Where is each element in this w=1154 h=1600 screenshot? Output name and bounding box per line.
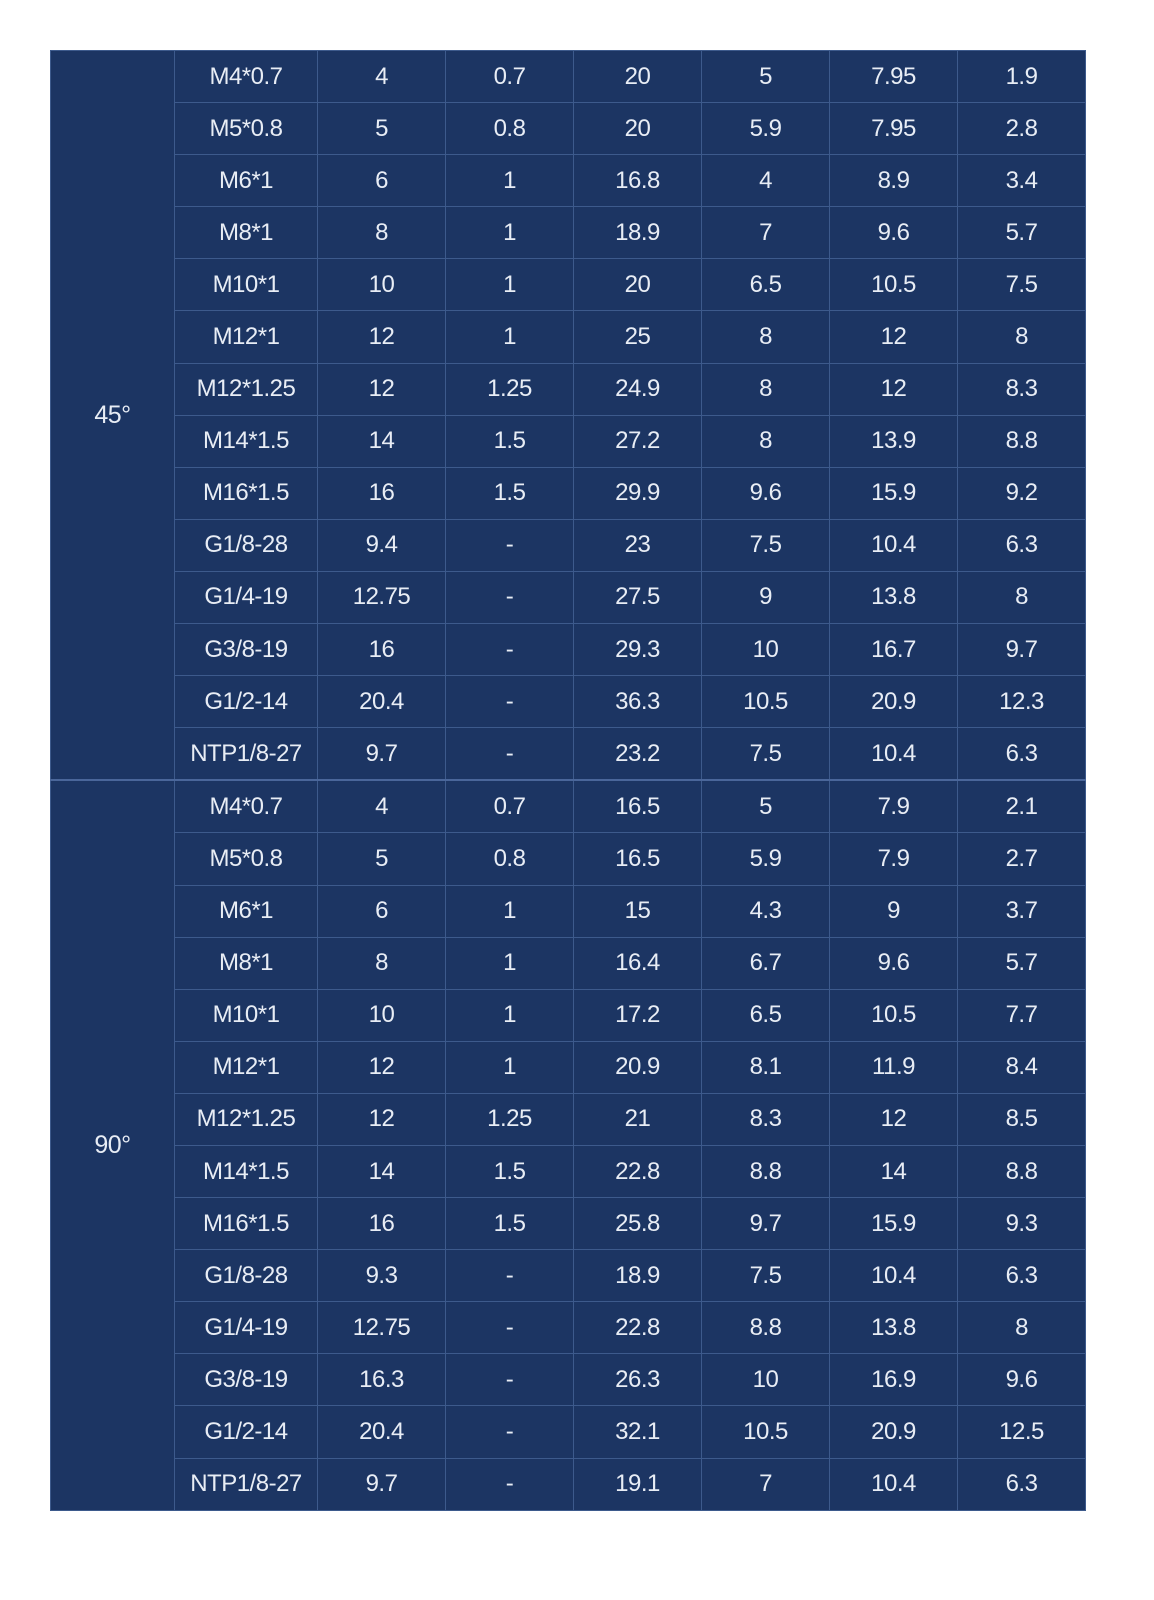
dimension-cell: 9.3 <box>958 1198 1086 1250</box>
dimension-cell: 15.9 <box>830 1198 958 1250</box>
dimension-cell: 11.9 <box>830 1041 958 1093</box>
thread-spec-cell: M12*1 <box>175 1041 318 1093</box>
dimension-cell: 9.6 <box>958 1354 1086 1406</box>
table-row <box>51 311 1086 363</box>
angle-label: 90° <box>51 780 175 1510</box>
table-row <box>51 624 1086 676</box>
dimension-cell: 5 <box>702 780 830 833</box>
dimension-cell: 1 <box>446 155 574 207</box>
dimension-cell: 7.95 <box>830 103 958 155</box>
table-row <box>51 1145 1086 1197</box>
dimension-cell: - <box>446 676 574 728</box>
table-row <box>51 571 1086 623</box>
thread-spec-cell: M4*0.7 <box>175 51 318 103</box>
dimension-cell: 5.7 <box>958 207 1086 259</box>
table-row <box>51 1354 1086 1406</box>
thread-spec-cell: M10*1 <box>175 259 318 311</box>
dimension-cell: 14 <box>318 415 446 467</box>
dimension-cell: 8 <box>958 1302 1086 1354</box>
dimension-cell: 12 <box>318 1041 446 1093</box>
thread-spec-cell: G1/2-14 <box>175 676 318 728</box>
dimension-cell: 1.5 <box>446 415 574 467</box>
dimension-cell: 9.6 <box>830 937 958 989</box>
thread-spec-cell: M6*1 <box>175 885 318 937</box>
table-row <box>51 155 1086 207</box>
dimension-cell: 1.5 <box>446 1198 574 1250</box>
dimension-cell: - <box>446 519 574 571</box>
table-row <box>51 1406 1086 1458</box>
dimension-cell: 21 <box>574 1093 702 1145</box>
dimension-cell: 8.3 <box>702 1093 830 1145</box>
thread-spec-cell: G1/4-19 <box>175 1302 318 1354</box>
dimension-cell: 16.4 <box>574 937 702 989</box>
table-row <box>51 103 1086 155</box>
dimension-cell: 12 <box>830 1093 958 1145</box>
dimension-cell: 9.7 <box>318 1458 446 1510</box>
thread-spec-cell: M5*0.8 <box>175 103 318 155</box>
dimension-cell: 5.9 <box>702 833 830 885</box>
dimension-cell: 8.3 <box>958 363 1086 415</box>
dimension-cell: 16.8 <box>574 155 702 207</box>
dimension-cell: 10.4 <box>830 1458 958 1510</box>
table-row <box>51 51 1086 103</box>
dimension-cell: 8 <box>702 363 830 415</box>
dimension-cell: 9.7 <box>318 728 446 781</box>
dimension-cell: 8.4 <box>958 1041 1086 1093</box>
dimension-cell: 6.7 <box>702 937 830 989</box>
dimension-cell: 13.9 <box>830 415 958 467</box>
thread-spec-cell: G3/8-19 <box>175 1354 318 1406</box>
dimension-cell: 1.9 <box>958 51 1086 103</box>
table-row <box>51 1041 1086 1093</box>
dimension-cell: 5 <box>702 51 830 103</box>
table-row <box>51 1093 1086 1145</box>
dimension-cell: 12.3 <box>958 676 1086 728</box>
dimension-cell: 4 <box>702 155 830 207</box>
dimension-cell: 3.4 <box>958 155 1086 207</box>
dimension-cell: 16 <box>318 467 446 519</box>
thread-spec-cell: M16*1.5 <box>175 467 318 519</box>
dimension-cell: 1.5 <box>446 1145 574 1197</box>
dimension-cell: 27.5 <box>574 571 702 623</box>
dimension-cell: 10.5 <box>702 1406 830 1458</box>
dimension-cell: 16.3 <box>318 1354 446 1406</box>
table-row <box>51 1198 1086 1250</box>
dimension-cell: 12 <box>318 363 446 415</box>
dimension-cell: 23 <box>574 519 702 571</box>
thread-spec-cell: G1/8-28 <box>175 519 318 571</box>
dimension-cell: 12 <box>830 363 958 415</box>
dimension-cell: 6 <box>318 155 446 207</box>
dimension-cell: 14 <box>830 1145 958 1197</box>
table-row <box>51 1458 1086 1510</box>
dimension-cell: 8.8 <box>958 1145 1086 1197</box>
table-row <box>51 1250 1086 1302</box>
dimension-cell: 20 <box>574 103 702 155</box>
table-row <box>51 989 1086 1041</box>
dimension-cell: 1 <box>446 311 574 363</box>
dimension-cell: 10.4 <box>830 1250 958 1302</box>
thread-spec-cell: M12*1 <box>175 311 318 363</box>
dimension-cell: 9 <box>702 571 830 623</box>
dimension-cell: - <box>446 571 574 623</box>
dimension-cell: 8 <box>702 415 830 467</box>
dimension-cell: 12.75 <box>318 571 446 623</box>
thread-spec-cell: G1/4-19 <box>175 571 318 623</box>
dimension-cell: 12 <box>318 1093 446 1145</box>
dimension-cell: 1 <box>446 885 574 937</box>
dimension-cell: 1.25 <box>446 1093 574 1145</box>
dimension-cell: 12.75 <box>318 1302 446 1354</box>
dimension-cell: 13.8 <box>830 571 958 623</box>
dimension-cell: 26.3 <box>574 1354 702 1406</box>
dimension-cell: 18.9 <box>574 207 702 259</box>
dimension-cell: 1 <box>446 1041 574 1093</box>
dimension-cell: 5.9 <box>702 103 830 155</box>
dimension-cell: 1.5 <box>446 467 574 519</box>
dimension-cell: 1.25 <box>446 363 574 415</box>
dimension-cell: 8 <box>318 207 446 259</box>
dimension-cell: 20.9 <box>574 1041 702 1093</box>
dimension-cell: 20.4 <box>318 1406 446 1458</box>
dimension-cell: 1 <box>446 989 574 1041</box>
dimension-cell: - <box>446 1250 574 1302</box>
dimension-cell: 0.7 <box>446 51 574 103</box>
thread-spec-cell: G3/8-19 <box>175 624 318 676</box>
dimension-cell: 5 <box>318 833 446 885</box>
dimension-cell: 36.3 <box>574 676 702 728</box>
thread-spec-cell: NTP1/8-27 <box>175 728 318 781</box>
thread-spec-cell: M10*1 <box>175 989 318 1041</box>
table-row <box>51 885 1086 937</box>
table-row <box>51 676 1086 728</box>
spec-table <box>50 50 1086 1511</box>
dimension-cell: 20.9 <box>830 1406 958 1458</box>
angle-label: 45° <box>51 51 175 781</box>
dimension-cell: - <box>446 1458 574 1510</box>
thread-spec-cell: M14*1.5 <box>175 415 318 467</box>
dimension-cell: 10.4 <box>830 728 958 781</box>
dimension-cell: 6.3 <box>958 1250 1086 1302</box>
dimension-cell: 4 <box>318 780 446 833</box>
dimension-cell: 32.1 <box>574 1406 702 1458</box>
dimension-cell: - <box>446 1302 574 1354</box>
dimension-cell: 9 <box>830 885 958 937</box>
dimension-cell: 8.8 <box>702 1302 830 1354</box>
dimension-cell: 5.7 <box>958 937 1086 989</box>
dimension-cell: 10.5 <box>702 676 830 728</box>
dimension-cell: 16.5 <box>574 780 702 833</box>
dimension-cell: 8.8 <box>702 1145 830 1197</box>
table-row <box>51 833 1086 885</box>
dimension-cell: 20 <box>574 51 702 103</box>
dimension-cell: 2.8 <box>958 103 1086 155</box>
dimension-cell: 7 <box>702 207 830 259</box>
thread-spec-cell: M12*1.25 <box>175 363 318 415</box>
dimension-cell: 4 <box>318 51 446 103</box>
dimension-cell: 1 <box>446 207 574 259</box>
dimension-cell: 10.5 <box>830 259 958 311</box>
dimension-cell: - <box>446 1354 574 1406</box>
dimension-cell: 6.3 <box>958 1458 1086 1510</box>
thread-spec-cell: G1/8-28 <box>175 1250 318 1302</box>
dimension-cell: 16 <box>318 624 446 676</box>
dimension-cell: 13.8 <box>830 1302 958 1354</box>
dimension-cell: 15 <box>574 885 702 937</box>
dimension-cell: 4.3 <box>702 885 830 937</box>
dimension-cell: 6.3 <box>958 728 1086 781</box>
dimension-cell: 0.8 <box>446 833 574 885</box>
table-row <box>51 937 1086 989</box>
dimension-cell: 16.9 <box>830 1354 958 1406</box>
dimension-cell: 7.5 <box>958 259 1086 311</box>
dimension-cell: - <box>446 624 574 676</box>
table-row <box>51 363 1086 415</box>
dimension-cell: 6 <box>318 885 446 937</box>
dimension-cell: 10.5 <box>830 989 958 1041</box>
table-row <box>51 1302 1086 1354</box>
table-row <box>51 519 1086 571</box>
dimension-cell: 8 <box>318 937 446 989</box>
table-row <box>51 259 1086 311</box>
dimension-cell: 29.9 <box>574 467 702 519</box>
dimension-cell: 6.3 <box>958 519 1086 571</box>
dimension-cell: 17.2 <box>574 989 702 1041</box>
dimension-cell: 7.7 <box>958 989 1086 1041</box>
dimension-cell: 8.9 <box>830 155 958 207</box>
dimension-cell: 16 <box>318 1198 446 1250</box>
dimension-cell: 16.7 <box>830 624 958 676</box>
thread-spec-cell: M14*1.5 <box>175 1145 318 1197</box>
dimension-cell: 6.5 <box>702 259 830 311</box>
dimension-cell: 22.8 <box>574 1302 702 1354</box>
table-row <box>51 207 1086 259</box>
dimension-cell: 20.9 <box>830 676 958 728</box>
dimension-cell: 10 <box>318 989 446 1041</box>
dimension-cell: 8.1 <box>702 1041 830 1093</box>
dimension-cell: 7.5 <box>702 728 830 781</box>
thread-spec-cell: M8*1 <box>175 937 318 989</box>
dimension-cell: 9.6 <box>830 207 958 259</box>
thread-spec-cell: M6*1 <box>175 155 318 207</box>
table-body <box>51 51 1086 1511</box>
dimension-cell: 1 <box>446 259 574 311</box>
dimension-cell: 10.4 <box>830 519 958 571</box>
thread-spec-cell: M12*1.25 <box>175 1093 318 1145</box>
thread-spec-cell: M8*1 <box>175 207 318 259</box>
dimension-cell: 8 <box>702 311 830 363</box>
table-row <box>51 467 1086 519</box>
dimension-cell: 16.5 <box>574 833 702 885</box>
dimension-cell: 22.8 <box>574 1145 702 1197</box>
dimension-cell: 6.5 <box>702 989 830 1041</box>
dimension-cell: - <box>446 1406 574 1458</box>
dimension-cell: 0.7 <box>446 780 574 833</box>
dimension-cell: 15.9 <box>830 467 958 519</box>
dimension-cell: 7.5 <box>702 519 830 571</box>
dimension-cell: 9.7 <box>958 624 1086 676</box>
dimension-cell: 27.2 <box>574 415 702 467</box>
dimension-cell: 0.8 <box>446 103 574 155</box>
dimension-cell: 7.9 <box>830 833 958 885</box>
dimension-cell: 2.1 <box>958 780 1086 833</box>
dimension-cell: 9.6 <box>702 467 830 519</box>
dimension-cell: - <box>446 728 574 781</box>
dimension-cell: 1 <box>446 937 574 989</box>
dimension-cell: 9.7 <box>702 1198 830 1250</box>
dimension-cell: 7.5 <box>702 1250 830 1302</box>
dimension-cell: 9.4 <box>318 519 446 571</box>
dimension-cell: 2.7 <box>958 833 1086 885</box>
table-row <box>51 780 1086 833</box>
dimension-cell: 12 <box>830 311 958 363</box>
dimension-cell: 10 <box>702 624 830 676</box>
dimension-cell: 24.9 <box>574 363 702 415</box>
dimension-cell: 14 <box>318 1145 446 1197</box>
thread-spec-cell: M4*0.7 <box>175 780 318 833</box>
thread-spec-cell: G1/2-14 <box>175 1406 318 1458</box>
dimension-cell: 7.9 <box>830 780 958 833</box>
dimension-cell: 8.8 <box>958 415 1086 467</box>
dimension-cell: 5 <box>318 103 446 155</box>
dimension-cell: 25 <box>574 311 702 363</box>
dimension-cell: 18.9 <box>574 1250 702 1302</box>
dimension-cell: 10 <box>318 259 446 311</box>
dimension-cell: 8.5 <box>958 1093 1086 1145</box>
dimension-cell: 19.1 <box>574 1458 702 1510</box>
table-row <box>51 415 1086 467</box>
table-row <box>51 728 1086 781</box>
dimension-cell: 8 <box>958 571 1086 623</box>
thread-spec-cell: M16*1.5 <box>175 1198 318 1250</box>
thread-spec-cell: NTP1/8-27 <box>175 1458 318 1510</box>
dimension-cell: 20 <box>574 259 702 311</box>
dimension-cell: 7.95 <box>830 51 958 103</box>
dimension-cell: 7 <box>702 1458 830 1510</box>
dimension-cell: 29.3 <box>574 624 702 676</box>
dimension-cell: 25.8 <box>574 1198 702 1250</box>
dimension-cell: 20.4 <box>318 676 446 728</box>
dimension-cell: 3.7 <box>958 885 1086 937</box>
dimension-cell: 9.3 <box>318 1250 446 1302</box>
dimension-cell: 12 <box>318 311 446 363</box>
dimension-cell: 12.5 <box>958 1406 1086 1458</box>
dimension-cell: 8 <box>958 311 1086 363</box>
thread-spec-cell: M5*0.8 <box>175 833 318 885</box>
dimension-cell: 23.2 <box>574 728 702 781</box>
dimension-cell: 10 <box>702 1354 830 1406</box>
dimension-cell: 9.2 <box>958 467 1086 519</box>
